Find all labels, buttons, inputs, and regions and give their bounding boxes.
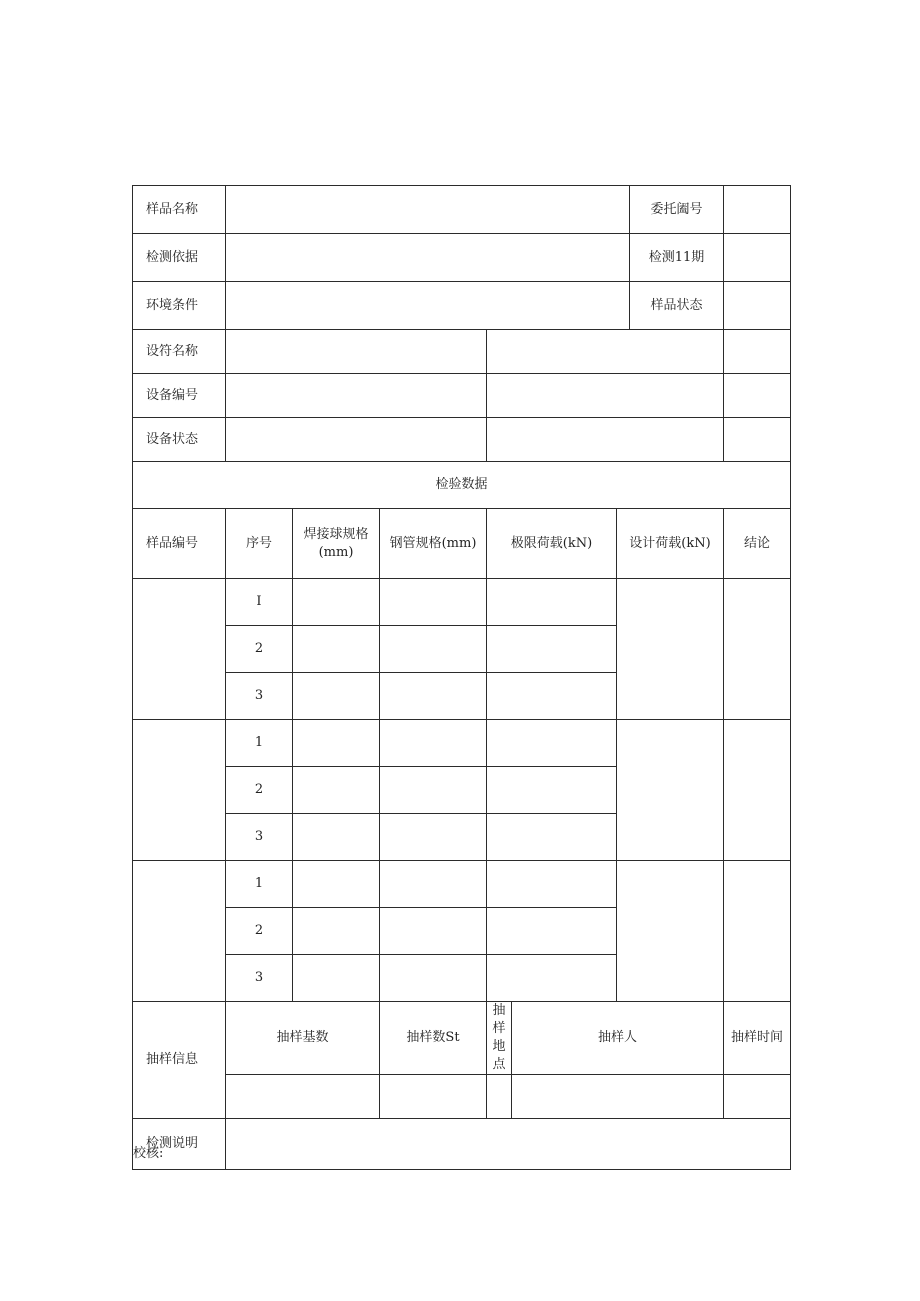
col-sampling-count: 抽样数St xyxy=(380,1002,487,1075)
field-date[interactable] xyxy=(724,234,791,282)
col-sampling-time: 抽样时间 xyxy=(724,1002,791,1075)
cell-tube-spec[interactable] xyxy=(380,626,487,673)
field-device-state-1[interactable] xyxy=(226,418,487,462)
field-env[interactable] xyxy=(226,282,630,330)
label-device-name: 设符名称 xyxy=(133,330,226,374)
field-sampling-base[interactable] xyxy=(226,1075,380,1119)
label-basis: 检测依据 xyxy=(133,234,226,282)
cell-seq: 3 xyxy=(226,955,293,1002)
cell-ball-spec[interactable] xyxy=(293,626,380,673)
cell-design-load-1[interactable] xyxy=(617,579,724,720)
col-ball-spec: 焊接球规格(mm) xyxy=(293,509,380,579)
cell-ball-spec[interactable] xyxy=(293,720,380,767)
label-device-state: 设备状态 xyxy=(133,418,226,462)
cell-seq: I xyxy=(226,579,293,626)
col-ultimate-load: 极限荷载(kN) xyxy=(487,509,617,579)
cell-seq: 1 xyxy=(226,861,293,908)
field-sampling-person[interactable] xyxy=(512,1075,724,1119)
cell-ball-spec[interactable] xyxy=(293,955,380,1002)
cell-ball-spec[interactable] xyxy=(293,673,380,720)
field-sampling-place[interactable] xyxy=(487,1075,512,1119)
cell-tube-spec[interactable] xyxy=(380,861,487,908)
cell-tube-spec[interactable] xyxy=(380,720,487,767)
field-sample-state[interactable] xyxy=(724,282,791,330)
field-device-state-3[interactable] xyxy=(724,418,791,462)
cell-ultimate-load[interactable] xyxy=(487,767,617,814)
cell-seq: 3 xyxy=(226,814,293,861)
field-device-no-3[interactable] xyxy=(724,374,791,418)
field-device-no-1[interactable] xyxy=(226,374,487,418)
cell-ultimate-load[interactable] xyxy=(487,579,617,626)
label-remark: 检测说明 xyxy=(133,1119,226,1170)
label-date: 检测11期 xyxy=(630,234,724,282)
inspection-form xyxy=(132,185,791,1170)
field-sample-name[interactable] xyxy=(226,186,630,234)
cell-tube-spec[interactable] xyxy=(380,955,487,1002)
cell-ball-spec[interactable] xyxy=(293,908,380,955)
cell-seq: 2 xyxy=(226,626,293,673)
cell-seq: 2 xyxy=(226,908,293,955)
cell-ultimate-load[interactable] xyxy=(487,673,617,720)
cell-ultimate-load[interactable] xyxy=(487,626,617,673)
cell-ball-spec[interactable] xyxy=(293,579,380,626)
cell-conclusion-2[interactable] xyxy=(724,720,791,861)
col-sampling-base: 抽样基数 xyxy=(226,1002,380,1075)
cell-tube-spec[interactable] xyxy=(380,908,487,955)
field-basis[interactable] xyxy=(226,234,630,282)
cell-design-load-2[interactable] xyxy=(617,720,724,861)
cell-ultimate-load[interactable] xyxy=(487,908,617,955)
cell-sample-no-1[interactable] xyxy=(133,579,226,720)
field-remark[interactable] xyxy=(226,1119,791,1170)
cell-tube-spec[interactable] xyxy=(380,767,487,814)
field-device-no-2[interactable] xyxy=(487,374,724,418)
label-sample-state: 样品状态 xyxy=(630,282,724,330)
cell-ball-spec[interactable] xyxy=(293,814,380,861)
cell-ultimate-load[interactable] xyxy=(487,814,617,861)
cell-seq: 1 xyxy=(226,720,293,767)
col-sample-no: 样品编号 xyxy=(133,509,226,579)
cell-conclusion-1[interactable] xyxy=(724,579,791,720)
col-seq: 序号 xyxy=(226,509,293,579)
field-sampling-count[interactable] xyxy=(380,1075,487,1119)
field-device-name-1[interactable] xyxy=(226,330,487,374)
field-order-no[interactable] xyxy=(724,186,791,234)
cell-seq: 3 xyxy=(226,673,293,720)
label-env: 环境条件 xyxy=(133,282,226,330)
cell-sample-no-2[interactable] xyxy=(133,720,226,861)
label-order-no: 委托阖号 xyxy=(630,186,724,234)
field-sampling-time[interactable] xyxy=(724,1075,791,1119)
cell-tube-spec[interactable] xyxy=(380,579,487,626)
cell-design-load-3[interactable] xyxy=(617,861,724,1002)
cell-ultimate-load[interactable] xyxy=(487,955,617,1002)
field-device-name-3[interactable] xyxy=(724,330,791,374)
cell-seq: 2 xyxy=(226,767,293,814)
label-sampling: 抽样信息 xyxy=(133,1002,226,1119)
cell-ultimate-load[interactable] xyxy=(487,720,617,767)
col-tube-spec: 钢管规格(mm) xyxy=(380,509,487,579)
col-sampling-place: 抽样地点 xyxy=(487,1002,512,1075)
field-device-state-2[interactable] xyxy=(487,418,724,462)
label-sample-name: 样品名称 xyxy=(133,186,226,234)
cell-ball-spec[interactable] xyxy=(293,767,380,814)
cell-sample-no-3[interactable] xyxy=(133,861,226,1002)
cell-ultimate-load[interactable] xyxy=(487,861,617,908)
col-design-load: 设计荷载(kN) xyxy=(617,509,724,579)
col-conclusion: 结论 xyxy=(724,509,791,579)
section-title: 检验数据 xyxy=(133,462,791,509)
review-signature: 校核: xyxy=(133,1146,164,1161)
cell-ball-spec[interactable] xyxy=(293,861,380,908)
col-sampling-person: 抽样人 xyxy=(512,1002,724,1075)
field-device-name-2[interactable] xyxy=(487,330,724,374)
cell-tube-spec[interactable] xyxy=(380,673,487,720)
cell-conclusion-3[interactable] xyxy=(724,861,791,1002)
label-device-no: 设备编号 xyxy=(133,374,226,418)
cell-tube-spec[interactable] xyxy=(380,814,487,861)
